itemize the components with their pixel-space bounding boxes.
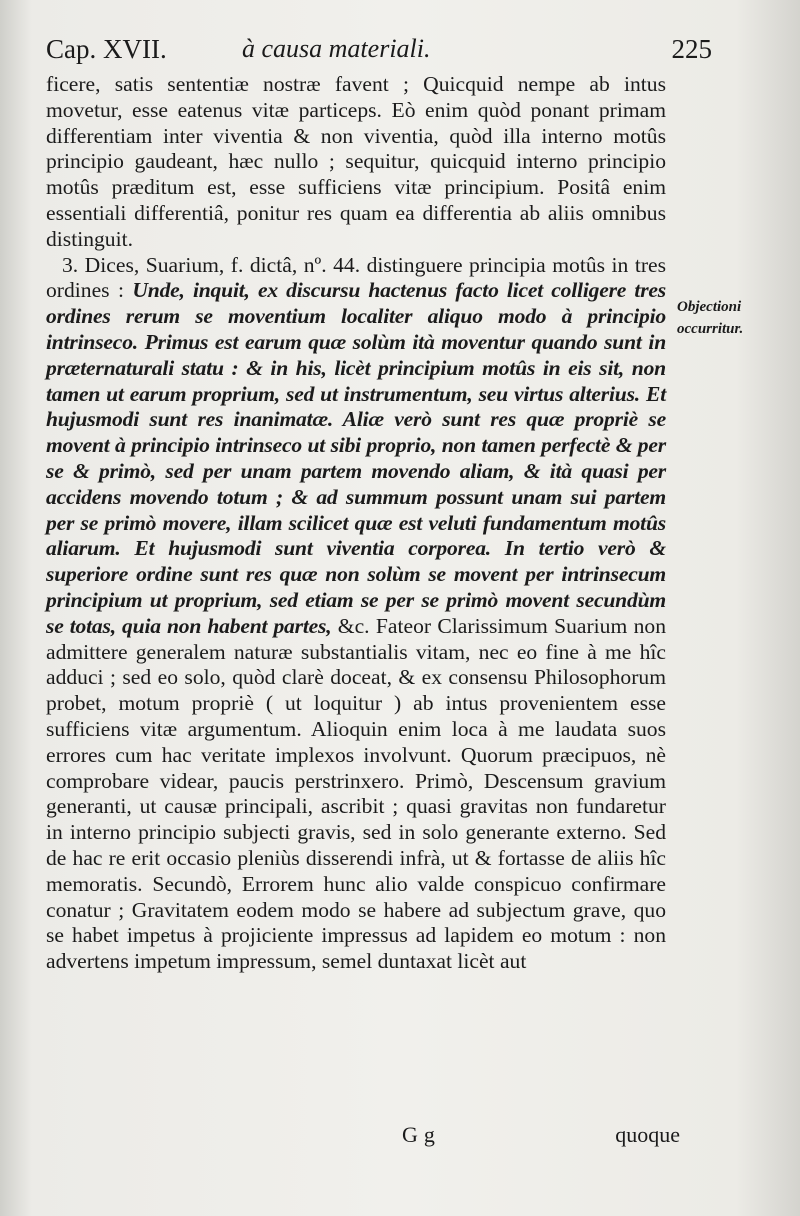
running-header [46,30,712,74]
page-number: 225 [671,34,712,64]
paragraph-continuation: ficere, satis sententiæ nostræ favent ; Quicquid nempe ab intus movetur, esse eatenus vitæ particeps. Eò enim quòd ponant primam differentiam inter viventia & non viventia, quòd illa interno motûs principio gaudeant, hæc nullo ; sequitur, quicquid interno principio motûs præditum est, esse sufficiens vitæ principium. Positâ enim essentiali differentiâ, ponitur res quam ea differentia ab aliis omnibus distinguit. [46,72,666,251]
chapter-label: Cap. XVII. [46,34,167,64]
catchword: quoque [615,1122,680,1147]
running-title: à causa materiali. [242,34,431,63]
paragraph-lead: 3. Dices, Suarium, f. dictâ, nº. 44. distinguere principia motûs in tres ordines : [46,252,666,303]
margin-note [677,296,795,340]
margin-note-line: Objectioni [677,299,742,315]
paragraph-objection [46,253,666,975]
page-body [46,72,666,975]
signature-mark: Gg [402,1122,441,1147]
suarez-quotation: Unde, inquit, ex discursu hactenus facto licet colligere tres ordines rerum se moventium localiter aliquo modo à principio intrinseco. Primus est earum quæ solùm ità moventur quando sunt in præternaturali statu : & in his, licèt principium motûs in eis sit, non tamen ut earum proprium, sed ut instrumentum, seu virtus alterius. Et hujusmodi sunt res inanimatæ. Aliæ verò sunt res quæ propriè se movent à principio intrinseco ut sibi proprio, non tamen perfectè & per se & primò, sed per unam partem movendo aliam, & ità quasi per accidens movendo totum ; & ad summum possunt unam sui partem per se primò movere, illam scilicet quæ est veluti fundamentum motûs aliarum. Et hujusmodi sunt viventia corporea. In tertio verò & superiore ordine sunt res quæ non solùm se movent per intrinsecum principium ut proprium, sed etiam se per se primò movent secundùm se totas, quia non habent partes, [46,278,666,638]
page-footer [46,1122,680,1154]
margin-note-line: occurritur. [677,321,744,337]
paragraph-rest: &c. Fateor Clarissimum Suarium non admittere generalem naturæ substantialis vitam, nec eo fine à me hîc adduci ; sed eo solo, quòd clarè doceat, & ex consensu Philosophorum probet, motum propriè ( ut loquitur ) ab intus provenientem esse sufficiens vitæ argumentum. Alioquin enim loca à me laudata suos errores cum hac veritate implexos involvunt. Quorum præcipuos, nè comprobare videar, paucis perstrinxero. Primò, Descensum gravium generanti, ut causæ principali, ascribit ; quasi gravitas non fundaretur in interno principio subjecti gravis, sed in solo generante externo. Sed de hac re erit occasio pleniùs disserendi infrà, ut & fortasse de aliis hîc memoratis. Secundò, Errorem hunc alio valde conspicuo confirmare conatur ; Gravitatem eodem modo se habere ad subjectum grave, quo se habet impetus à projiciente impressus ad lapidem eo motum : non advertens impetum impressum, semel duntaxat licèt aut [46,613,666,974]
